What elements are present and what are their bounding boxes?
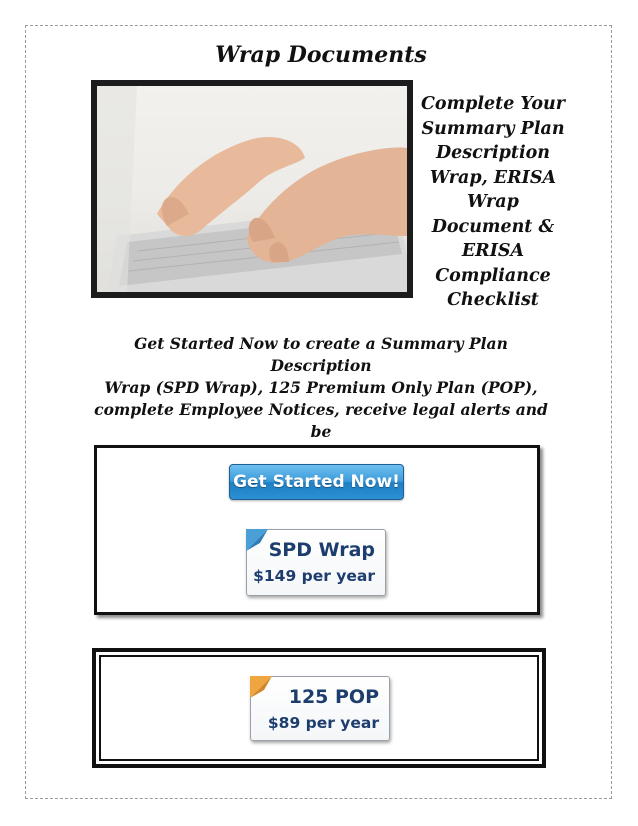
side-heading-line: Description [435,143,551,163]
page-title: Wrap Documents [215,42,427,68]
spd-wrap-price-tag[interactable] [246,529,386,596]
intro-line: Get Started Now to create a Summary Plan Description [134,334,508,375]
pop-price-tag[interactable] [250,676,390,741]
corner-fold-icon [246,529,268,551]
side-heading [420,92,566,313]
side-heading-line: Wrap, ERISA [429,167,557,188]
side-heading-line: Summary Plan [421,118,565,139]
side-heading-line: Complete Your [420,94,566,114]
side-heading-line: Document & [431,216,555,237]
pop-price: $89 per year [267,714,379,732]
side-heading-line: Wrap [467,192,519,212]
side-heading-line: Compliance [435,265,551,286]
pop-name: 125 POP [288,686,379,708]
get-started-button[interactable]: Get Started Now! [229,464,404,500]
intro-line: complete Employee Notices, receive legal alerts and be [94,400,548,441]
spd-wrap-name: SPD Wrap [268,539,375,561]
side-heading-line: Checklist [447,290,539,310]
corner-fold-icon [250,676,272,698]
side-heading-line: ERISA [461,241,525,261]
spd-wrap-price: $149 per year [253,567,375,585]
typing-hands-photo [91,80,413,298]
intro-line: Wrap (SPD Wrap), 125 Premium Only Plan (POP), [104,378,538,397]
